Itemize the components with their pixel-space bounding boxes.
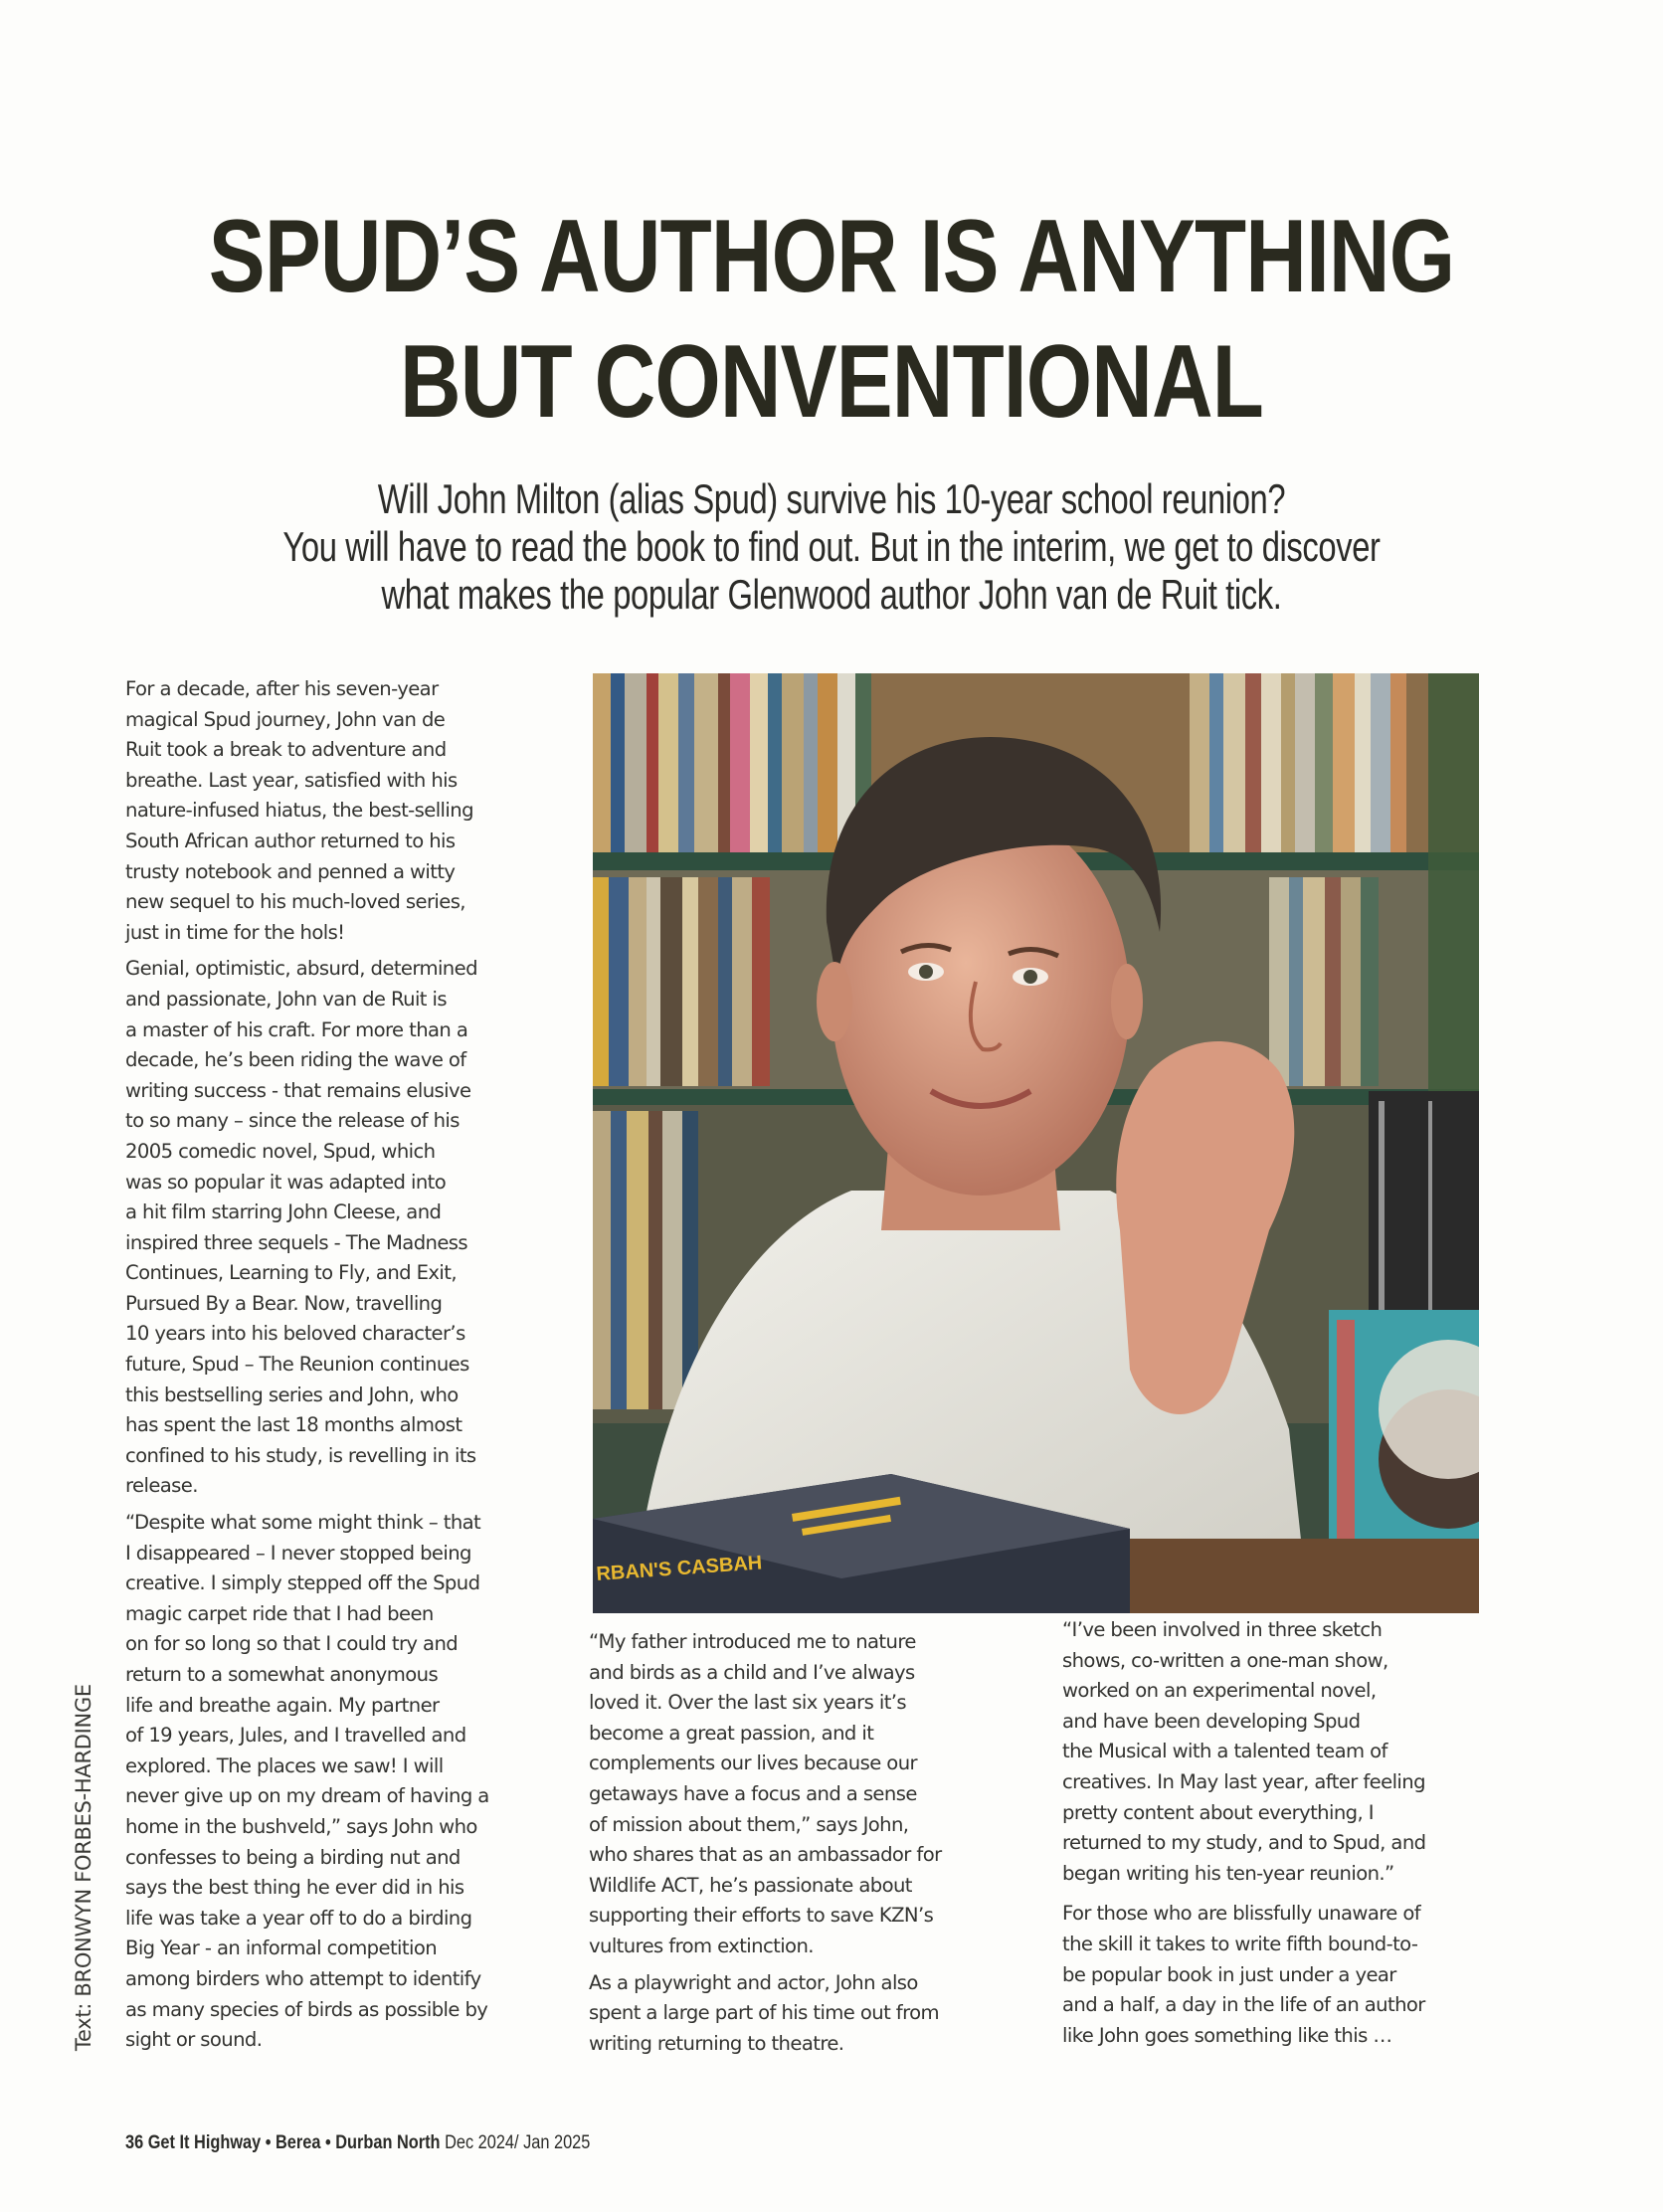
text-line: a master of his craft. For more than a	[125, 1017, 468, 1041]
svg-text:RBAN'S CASBAH: RBAN'S CASBAH	[595, 1552, 763, 1585]
text-line: the skill it takes to write fifth bound-to-	[1062, 1932, 1418, 1955]
text-line: Genial, optimistic, absurd, determined	[125, 957, 477, 981]
text-line: like John goes something like this …	[1062, 2023, 1392, 2047]
text-line: Continues, Learning to Fly, and Exit,	[125, 1261, 457, 1285]
text-line: this bestselling series and John, who	[125, 1382, 459, 1406]
paragraph	[125, 1508, 553, 2056]
text-line: as many species of birds as possible by	[125, 1997, 488, 2021]
text-line: life and breathe again. My partner	[125, 1693, 440, 1717]
text-line: creatives. In May last year, after feeling	[1062, 1769, 1425, 1793]
text-line: just in time for the hols!	[125, 920, 345, 944]
text-line: South African author returned to his	[125, 829, 456, 852]
text-line: writing success - that remains elusive	[125, 1078, 471, 1102]
body-column-1	[125, 674, 553, 2062]
paragraph	[125, 674, 553, 948]
text-line: breathe. Last year, satisfied with his	[125, 768, 458, 792]
text-line: Ruit took a break to adventure and	[125, 738, 447, 762]
text-line: Pursued By a Bear. Now, travelling	[125, 1291, 443, 1315]
paragraph	[589, 1627, 1016, 1962]
text-line: a hit film starring John Cleese, and	[125, 1200, 442, 1224]
text-line: and passionate, John van de Ruit is	[125, 987, 447, 1011]
text-line: “My father introduced me to nature	[589, 1630, 916, 1653]
text-line: explored. The places we saw! I will	[125, 1753, 444, 1777]
paragraph	[1062, 1615, 1500, 1889]
text-line: was so popular it was adapted into	[125, 1170, 447, 1194]
text-line: nature-infused hiatus, the best-selling	[125, 799, 473, 823]
text-line: and birds as a child and I’ve always	[589, 1660, 915, 1684]
text-line: 10 years into his beloved character’s	[125, 1322, 465, 1346]
text-line: began writing his ten-year reunion.”	[1062, 1861, 1394, 1885]
text-line: confesses to being a birding nut and	[125, 1845, 461, 1869]
text-line: inspired three sequels - The Madness	[125, 1230, 468, 1254]
page-footer	[125, 2132, 590, 2154]
publication-name: Get It Highway • Berea • Durban North	[147, 2132, 441, 2153]
author-portrait-photo	[593, 673, 1479, 1613]
text-line: and a half, a day in the life of an author	[1062, 1993, 1425, 2017]
standfirst-line-3: what makes the popular Glenwood author John van de Ruit tick.	[381, 571, 1282, 618]
text-line: getaways have a focus and a sense	[589, 1781, 917, 1805]
text-line: says the best thing he ever did in his	[125, 1876, 464, 1900]
text-line: writing returning to theatre.	[589, 2031, 844, 2055]
text-line: creative. I simply stepped off the Spud	[125, 1571, 480, 1595]
text-line: be popular book in just under a year	[1062, 1962, 1396, 1986]
standfirst	[183, 475, 1480, 619]
text-line: magical Spud journey, John van de	[125, 707, 446, 731]
text-line: on for so long so that I could try and	[125, 1632, 459, 1656]
paragraph	[125, 954, 553, 1502]
page-number: 36	[125, 2132, 144, 2153]
paragraph	[1062, 1899, 1500, 2051]
text-line: magic carpet ride that I had been	[125, 1601, 434, 1625]
text-line: become a great passion, and it	[589, 1721, 874, 1745]
text-line: has spent the last 18 months almost	[125, 1413, 462, 1437]
headline	[149, 194, 1513, 445]
text-line: decade, he’s been riding the wave of	[125, 1048, 466, 1072]
text-line: vultures from extinction.	[589, 1934, 814, 1957]
text-line: to so many – since the release of his	[125, 1109, 460, 1133]
text-line: supporting their efforts to save KZN’s	[589, 1904, 934, 1928]
text-line: pretty content about everything, I	[1062, 1800, 1374, 1824]
byline-credit: Text: BRONWYN FORBES-HARDINGE	[72, 1684, 95, 2051]
text-line: never give up on my dream of having a	[125, 1784, 489, 1808]
body-column-3	[1062, 1615, 1500, 2057]
text-line: and have been developing Spud	[1062, 1709, 1361, 1733]
text-line: sight or sound.	[125, 2028, 263, 2052]
text-line: among birders who attempt to identify	[125, 1966, 481, 1990]
standfirst-line-2: You will have to read the book to find out. But in the interim, we get to discover	[282, 523, 1381, 570]
headline-line-2: BUT CONVENTIONAL	[399, 324, 1264, 440]
text-line: new sequel to his much-loved series,	[125, 890, 465, 914]
text-line: of mission about them,” says John,	[589, 1812, 909, 1836]
portrait-illustration	[593, 673, 1479, 1613]
headline-line-1: SPUD’S AUTHOR IS ANYTHING	[208, 199, 1455, 314]
text-line: confined to his study, is revelling in its	[125, 1443, 476, 1467]
text-line: “I’ve been involved in three sketch	[1062, 1618, 1383, 1641]
body-column-2	[589, 1627, 1016, 2065]
text-line: of 19 years, Jules, and I travelled and	[125, 1724, 466, 1748]
text-line: For a decade, after his seven-year	[125, 677, 439, 700]
text-line: I disappeared – I never stopped being	[125, 1541, 471, 1565]
text-line: As a playwright and actor, John also	[589, 1970, 918, 1994]
text-line: life was take a year off to do a birding	[125, 1906, 472, 1930]
text-line: 2005 comedic novel, Spud, which	[125, 1139, 436, 1163]
text-line: “Despite what some might think – that	[125, 1511, 481, 1535]
text-line: Wildlife ACT, he’s passionate about	[589, 1873, 912, 1897]
paragraph	[589, 1968, 1016, 2060]
text-line: the Musical with a talented team of	[1062, 1740, 1387, 1763]
text-line: future, Spud – The Reunion continues	[125, 1353, 469, 1377]
text-line: worked on an experimental novel,	[1062, 1679, 1377, 1703]
text-line: Big Year - an informal competition	[125, 1936, 438, 1960]
standfirst-line-1: Will John Milton (alias Spud) survive his 10-year school reunion?	[377, 475, 1286, 522]
text-line: return to a somewhat anonymous	[125, 1663, 439, 1686]
text-line: loved it. Over the last six years it’s	[589, 1691, 907, 1715]
text-line: returned to my study, and to Spud, and	[1062, 1831, 1426, 1855]
text-line: complements our lives because our	[589, 1751, 917, 1775]
text-line: home in the bushveld,” says John who	[125, 1814, 477, 1838]
text-line: release.	[125, 1474, 198, 1498]
text-line: shows, co-written a one-man show,	[1062, 1648, 1388, 1672]
text-line: who shares that as an ambassador for	[589, 1843, 942, 1867]
text-line: spent a large part of his time out from	[589, 2001, 939, 2025]
issue-date: Dec 2024/ Jan 2025	[445, 2132, 591, 2153]
text-line: trusty notebook and penned a witty	[125, 859, 456, 883]
text-line: For those who are blissfully unaware of	[1062, 1902, 1421, 1926]
